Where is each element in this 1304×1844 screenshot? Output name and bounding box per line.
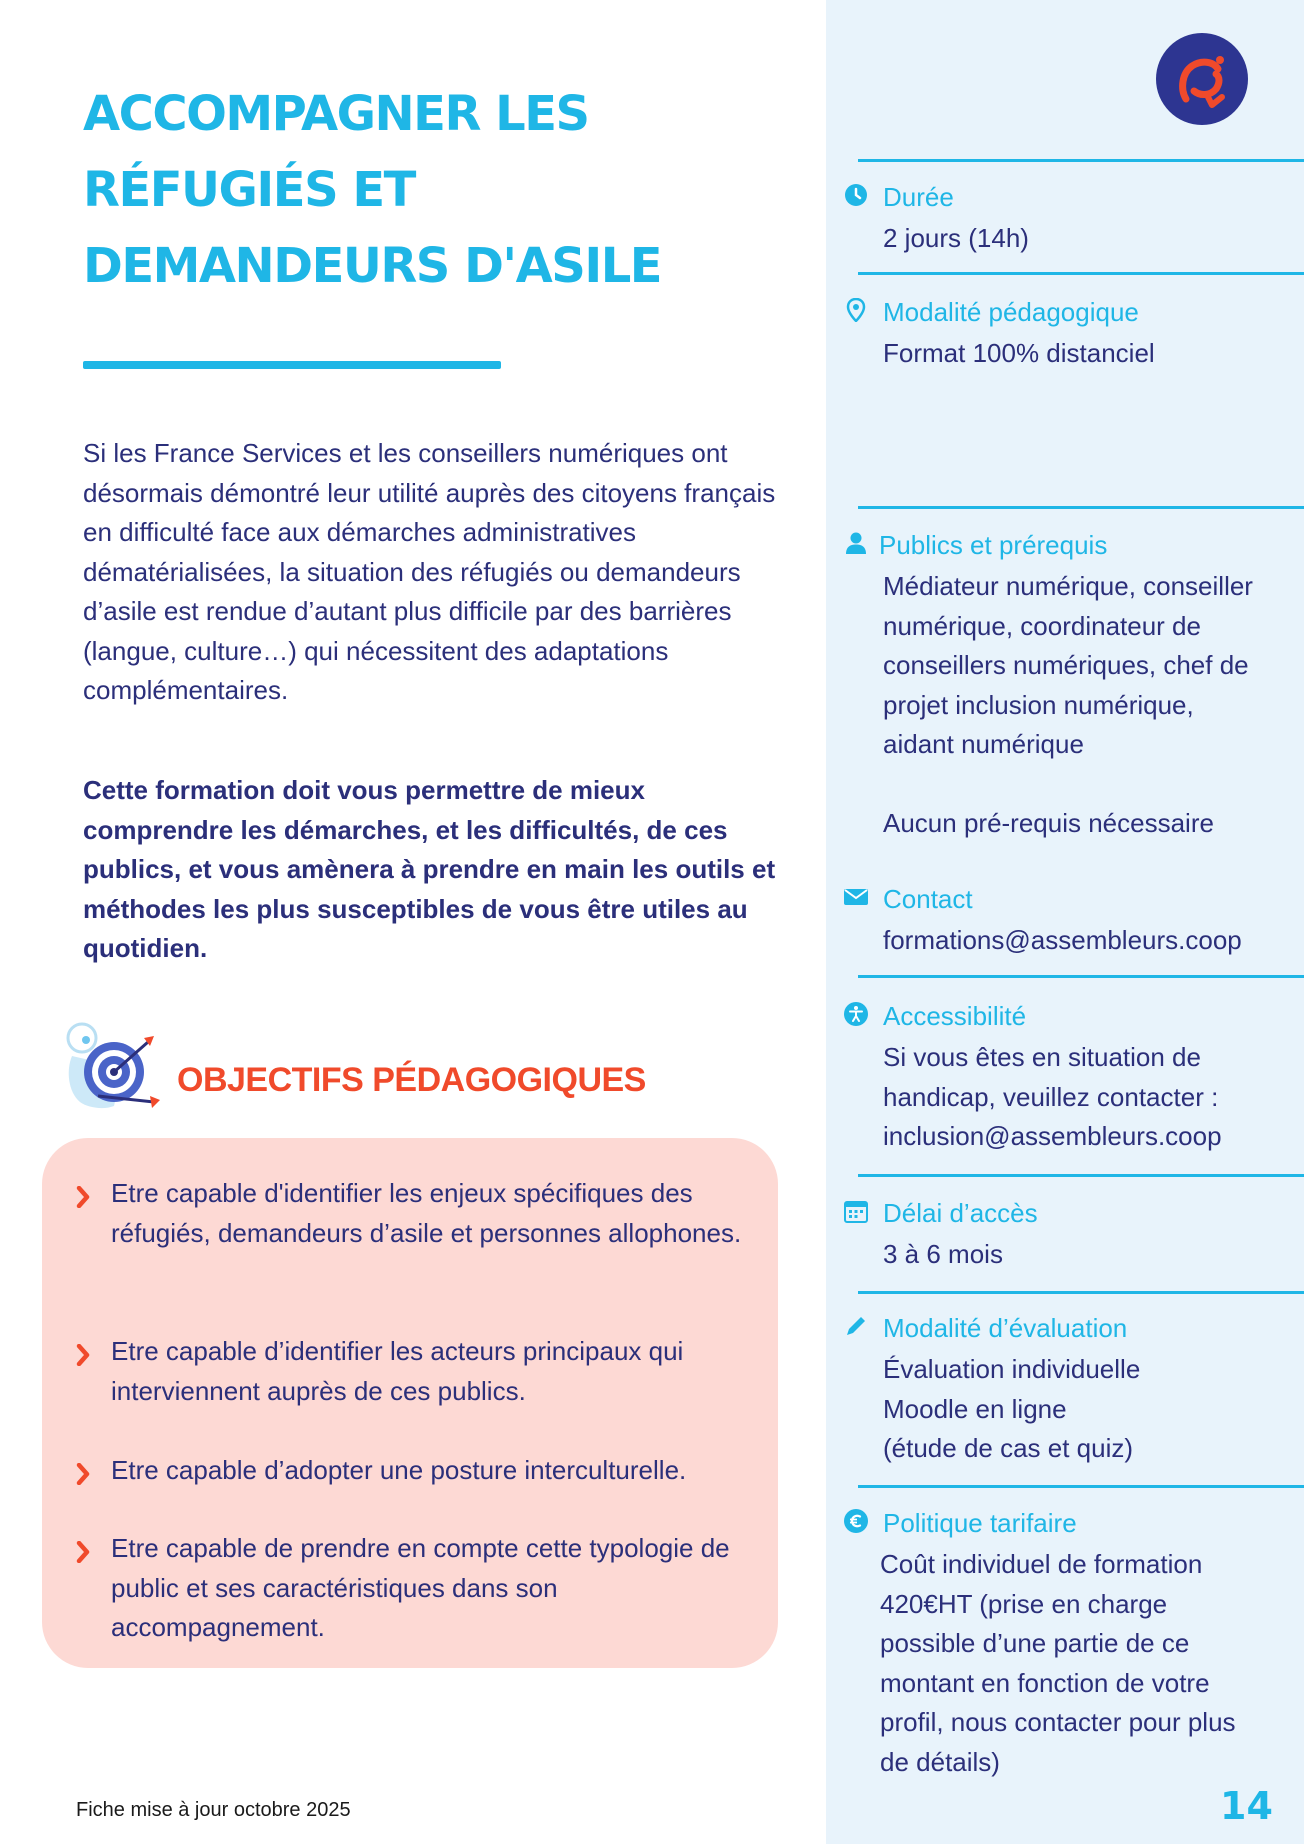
- intro-paragraph: Si les France Services et les conseillers numériques ont désormais démontré leur utilité auprès des citoyens français en difficulté face aux démarches administratives dématérialisées, la situation des réfugiés ou demandeurs d’asile est rendue d’autant plus difficile par des barrières (langue, culture…) qui nécessitent des adaptations complémentaires.: [83, 438, 776, 705]
- divider: [858, 1485, 1304, 1488]
- location-pin-icon: [844, 298, 868, 322]
- info-value: Évaluation individuelle: [883, 1354, 1141, 1384]
- info-value: 2 jours (14h): [883, 223, 1029, 253]
- info-label: Modalité pédagogique: [883, 297, 1139, 327]
- objectives-heading: OBJECTIFS PÉDAGOGIQUES: [177, 1061, 646, 1099]
- chevron-right-icon: [76, 1541, 90, 1563]
- divider: [858, 1291, 1304, 1294]
- accessibility-email[interactable]: inclusion@assembleurs.coop: [883, 1121, 1222, 1151]
- page-title: ACCOMPAGNER LES RÉFUGIÉS ET DEMANDEURS D'ASILE: [83, 86, 662, 294]
- title-underline: [83, 361, 501, 369]
- divider: [858, 506, 1304, 509]
- accessibility-icon: [844, 1002, 868, 1026]
- clock-icon: [844, 183, 868, 207]
- info-label: Durée: [883, 182, 954, 212]
- info-label: Délai d’accès: [883, 1198, 1038, 1228]
- objective-text: Etre capable d’adopter une posture interculturelle.: [111, 1455, 687, 1485]
- pencil-icon: [844, 1314, 868, 1338]
- info-value: Moodle en ligne: [883, 1394, 1067, 1424]
- info-value: (étude de cas et quiz): [883, 1433, 1134, 1463]
- divider: [858, 1174, 1304, 1177]
- info-value: 3 à 6 mois: [883, 1239, 1003, 1269]
- info-value: Médiateur numérique, conseiller numérique, coordinateur de conseillers numériques, chef de projet inclusion numérique, aidant numérique: [883, 571, 1253, 759]
- page-number: 14: [1220, 1784, 1273, 1828]
- objective-text: Etre capable d'identifier les enjeux spécifiques des réfugiés, demandeurs d’asile et personnes allophones.: [111, 1178, 742, 1248]
- emphasis-paragraph: Cette formation doit vous permettre de mieux comprendre les démarches, et les difficultés, de ces publics, et vous amènera à prendre en main les outils et méthodes les plus susceptibles de vous être utiles au quotidien.: [83, 775, 776, 963]
- divider: [858, 272, 1304, 275]
- info-label: Publics et prérequis: [879, 530, 1108, 560]
- info-label: Contact: [883, 884, 973, 914]
- target-icon: [58, 1018, 166, 1118]
- info-value: Coût individuel de formation 420€HT (prise en charge possible d’une partie de ce montant en fonction de votre profil, nous contacter pour plus de détails): [880, 1549, 1236, 1777]
- info-value: Si vous êtes en situation de handicap, veuillez contacter :: [883, 1042, 1219, 1112]
- chevron-right-icon: [76, 1186, 90, 1208]
- divider: [858, 159, 1304, 162]
- objectives-box: [42, 1138, 778, 1668]
- euro-icon: [844, 1509, 868, 1533]
- contact-email[interactable]: formations@assembleurs.coop: [883, 925, 1242, 955]
- info-label: Modalité d’évaluation: [883, 1313, 1128, 1343]
- info-label: Politique tarifaire: [883, 1508, 1077, 1538]
- logo: [1156, 33, 1248, 125]
- objective-text: Etre capable d’identifier les acteurs principaux qui interviennent auprès de ces publics.: [111, 1336, 684, 1406]
- logo-icon: [1156, 33, 1248, 125]
- divider: [858, 975, 1304, 978]
- user-icon: [844, 531, 868, 555]
- calendar-icon: [844, 1199, 868, 1223]
- info-value: Format 100% distanciel: [883, 338, 1155, 368]
- chevron-right-icon: [76, 1463, 90, 1485]
- info-label: Accessibilité: [883, 1001, 1027, 1031]
- objective-text: Etre capable de prendre en compte cette typologie de public et ses caractéristiques dans son accompagnement.: [111, 1533, 730, 1642]
- info-prerequisites: Aucun pré-requis nécessaire: [883, 808, 1214, 838]
- envelope-icon: [844, 885, 868, 909]
- footer-update-date: Fiche mise à jour octobre 2025: [76, 1799, 351, 1821]
- chevron-right-icon: [76, 1344, 90, 1366]
